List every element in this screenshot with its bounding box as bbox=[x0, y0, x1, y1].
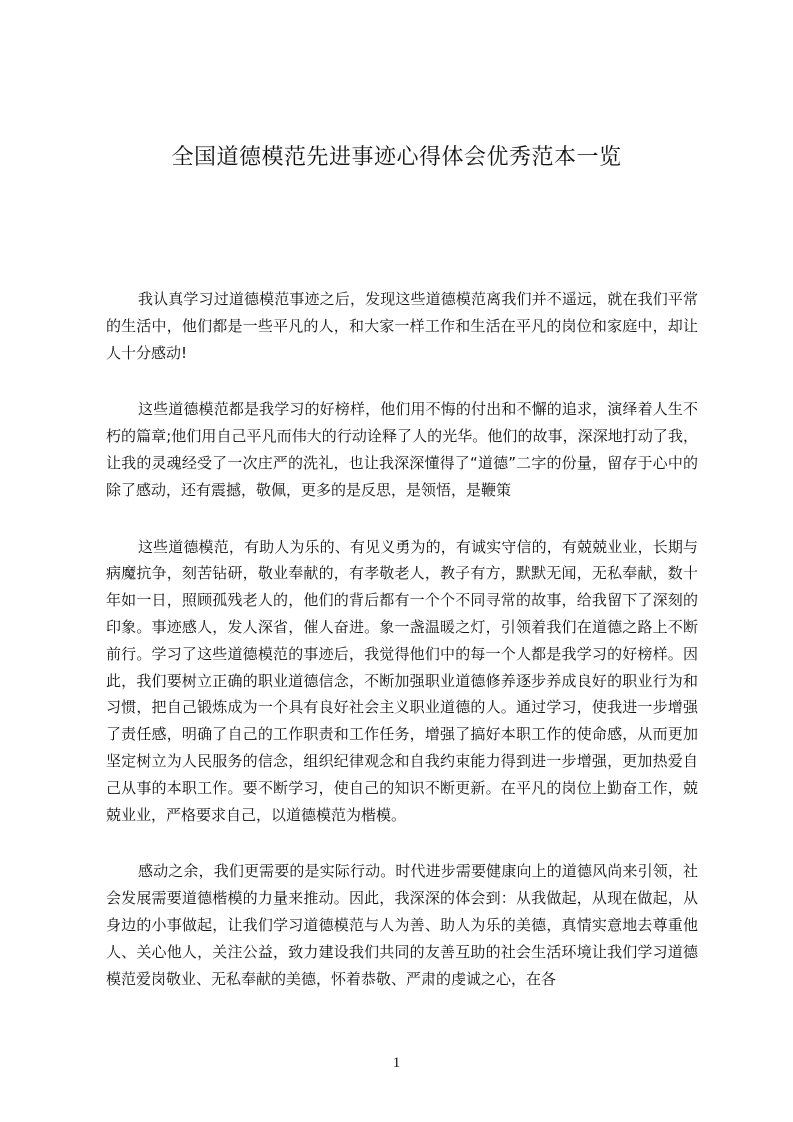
paragraph-3: 这些道德模范，有助人为乐的、有见义勇为的，有诚实守信的，有兢兢业业，长期与病魔抗争，刻苦钻研，敬业奉献的，有孝敬老人，教子有方，默默无闻，无私奉献，数十年如一日，照顾孤残老人的，他们的背后都有一个个不同寻常的故事，给我留下了深刻的印象。事迹感人，发人深省，催人奋进。象一盏温暖之灯，引领着我们在道德之路上不断前行。学习了这些道德模范的事迹后，我觉得他们中的每一个人都是我学习的好榜样。因此，我们要树立正确的职业道德信念，不断加强职业道德修养逐步养成良好的职业行为和习惯，把自己锻炼成为一个具有良好社会主义职业道德的人。通过学习，使我进一步增强了责任感，明确了自己的工作职责和工作任务，增强了搞好本职工作的使命感，从而更加坚定树立为人民服务的信念，组织纪律观念和自我约束能力得到进一步增强，更加热爱自己从事的本职工作。要不断学习，使自己的知识不断更新。在平凡的岗位上勤奋工作，兢兢业业，严格要求自己，以道德模范为楷模。 bbox=[106, 537, 698, 824]
document-body bbox=[106, 286, 698, 1022]
paragraph-4: 感动之余，我们更需要的是实际行动。时代进步需要健康向上的道德风尚来引领，社会发展需要道德楷模的力量来推动。因此，我深深的体会到：从我做起，从现在做起，从身边的小事做起，让我们学习道德模范与人为善、助人为乐的美德，真情实意地去尊重他人、关心他人，关注公益，致力建设我们共同的友善互助的社会生活环境让我们学习道德模范爱岗敬业、无私奉献的美德，怀着恭敬、严肃的虔诚之心，在各 bbox=[106, 862, 698, 988]
paragraph-2: 这些道德模范都是我学习的好榜样，他们用不悔的付出和不懈的追求，演绎着人生不朽的篇章;他们用自己平凡而伟大的行动诠释了人的光华。他们的故事，深深地打动了我，让我的灵魂经受了一次庄严的洗礼，也让我深深懂得了“道德”二字的份量，留存于心中的除了感动，还有震撼，敬佩，更多的是反思，是领悟，是鞭策 bbox=[106, 400, 698, 499]
page-number: 1 bbox=[392, 1055, 401, 1071]
paragraph-1: 我认真学习过道德模范事迹之后，发现这些道德模范离我们并不遥远，就在我们平常的生活中，他们都是一些平凡的人，和大家一样工作和生活在平凡的岗位和家庭中，却让人十分感动! bbox=[106, 290, 698, 362]
document-title: 全国道德模范先进事迹心得体会优秀范本一览 bbox=[171, 145, 622, 170]
